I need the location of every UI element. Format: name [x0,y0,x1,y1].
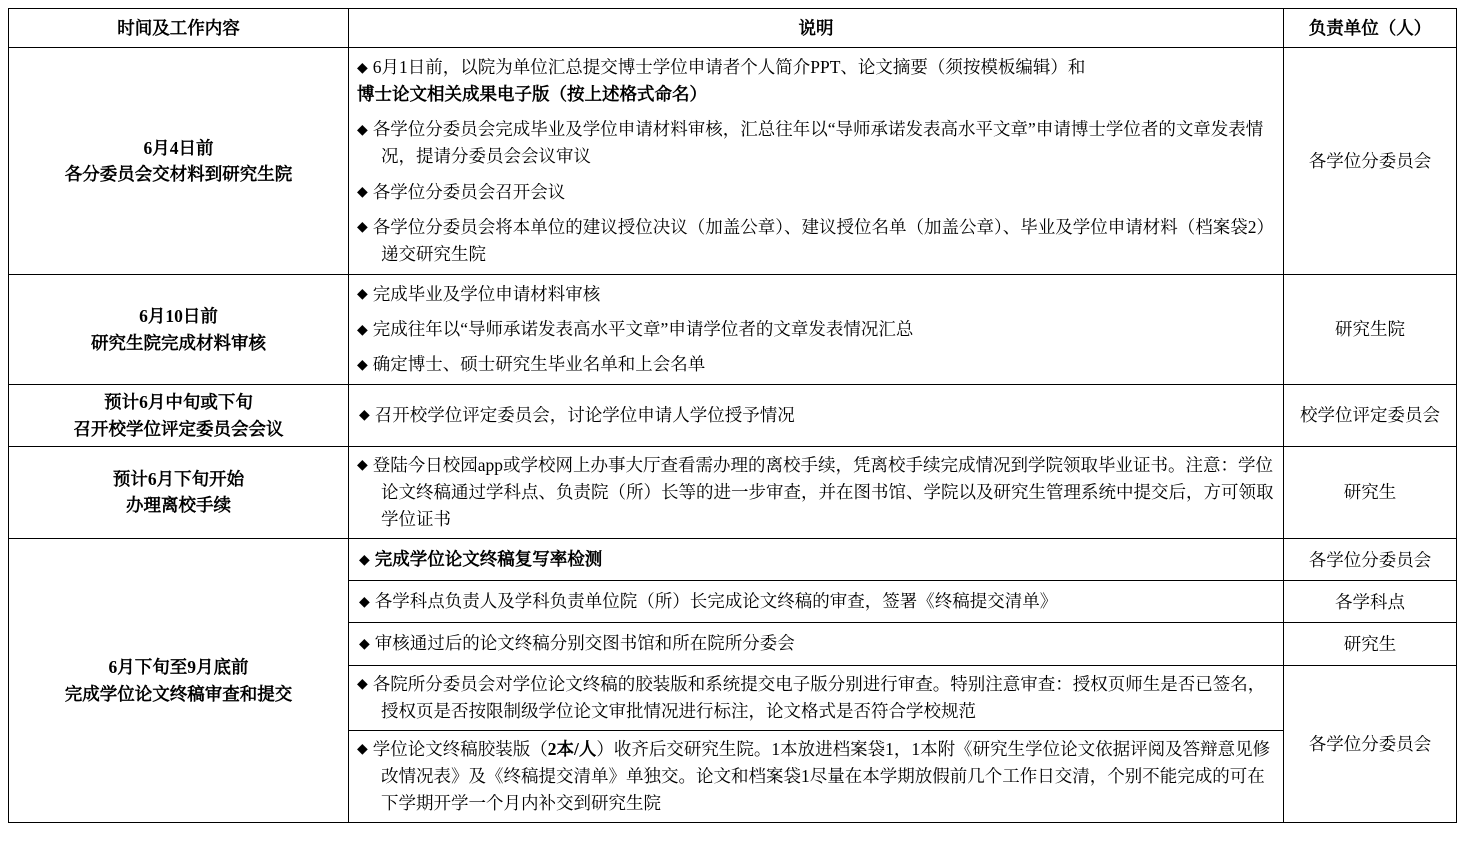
phase-line: 6月4日前 [143,137,214,158]
detail-text: 各院所分委员会对学位论文终稿的胶装版和系统提交电子版分别进行审查。特别注意审查：授权页师生是否已签名，授权页是否按限制级学位论文审批情况进行标注，论文格式是否符合学校规范 [372,673,1266,721]
diamond-bullet-icon: ◆ [357,677,368,692]
diamond-bullet-icon: ◆ [357,357,368,373]
detail-cell [349,581,1284,623]
owner-cell: 各学位分委员会 [1284,539,1457,581]
detail-text: 各学位分委员会完成毕业及学位申请材料审核，汇总往年以“导师承诺发表高水平文章”申请博士学位者的文章发表情况，提请分委员会会议审议 [372,119,1264,167]
detail-text: ）收齐后交研究生院。1本放进档案袋1，1本附《研究生学位论文依据评阅及答辩意见修改情况表》及《终稿提交清单》单独交。论文和档案袋1尽量在本学期放假前几个工作日交清，个别不能完成的可在下学期开学一个月内补交到研究生院 [381,738,1271,813]
phase-cell [9,446,349,538]
table-header [9,9,1457,48]
header-description: 说明 [349,9,1284,48]
detail-cell [349,730,1284,822]
table-row [9,446,1457,538]
table-header-row [9,9,1457,48]
phase-cell [9,385,349,447]
table-row [9,539,1457,581]
phase-cell [9,539,349,823]
diamond-bullet-icon: ◆ [357,220,368,236]
owner-cell: 各学位分委员会 [1284,665,1457,823]
detail-item [359,546,1273,573]
detail-cell [349,385,1284,447]
detail-text: 审核通过后的论文终稿分别交图书馆和所在院所分委会 [374,633,795,654]
diamond-bullet-icon: ◆ [359,636,370,652]
detail-item [357,54,1275,108]
diamond-bullet-icon: ◆ [359,552,370,568]
phase-line: 6月下旬至9月底前 [108,657,249,678]
table-row [9,48,1457,275]
graduation-schedule-table [8,8,1457,823]
owner-cell: 研究生 [1284,446,1457,538]
header-responsible-unit: 负责单位（人） [1284,9,1457,48]
detail-item [357,179,1275,206]
detail-item [357,736,1275,817]
detail-text: 各学科点负责人及学科负责单位院（所）长完成论文终稿的审查，签署《终稿提交清单》 [374,591,1058,612]
diamond-bullet-icon: ◆ [357,122,368,138]
detail-item [357,316,1275,343]
detail-text: 登陆今日校园app或学校网上办事大厅查看需办理的离校手续，凭离校手续完成情况到学院领取毕业证书。注意：学位论文终稿通过学科点、负责院（所）长等的进一步审查，并在图书馆、学院以及研究生管理系统中提交后，方可领取学位证书 [372,454,1274,529]
detail-text: 召开校学位评定委员会，讨论学位申请人学位授予情况 [374,404,795,425]
diamond-bullet-icon: ◆ [357,185,368,200]
phase-line: 研究生院完成材料审核 [91,332,266,353]
detail-item [359,630,1273,657]
diamond-bullet-icon: ◆ [357,458,368,474]
phase-line: 办理离校手续 [126,495,231,516]
detail-item [359,402,1273,429]
detail-cell [349,48,1284,275]
document-page [0,8,1466,856]
diamond-bullet-icon: ◆ [357,287,368,303]
phase-line: 各分委员会交材料到研究生院 [64,163,293,184]
detail-item [357,214,1275,268]
diamond-bullet-icon: ◆ [357,322,368,338]
owner-cell: 各学位分委员会 [1284,48,1457,275]
detail-text: 6月1日前，以院为单位汇总提交博士学位申请者个人简介PPT、论文摘要（须按模板编辑）和 [372,57,1086,77]
table-body [9,48,1457,823]
detail-item [357,116,1275,170]
detail-text: 完成毕业及学位申请材料审核 [372,283,601,304]
detail-cell [349,623,1284,665]
diamond-bullet-icon: ◆ [359,594,370,610]
detail-text: 各学位分委员会召开会议 [372,181,566,202]
detail-text: 各学位分委员会将本单位的建议授位决议（加盖公章）、建议授位名单（加盖公章）、毕业及学位申请材料（档案袋2）递交研究生院 [372,216,1275,264]
phase-line: 召开校学位评定委员会会议 [73,418,284,439]
detail-cell [349,446,1284,538]
detail-cell [349,274,1284,384]
detail-item [357,281,1275,308]
owner-cell: 校学位评定委员会 [1284,385,1457,447]
header-time-content: 时间及工作内容 [9,9,349,48]
owner-cell: 研究生院 [1284,274,1457,384]
detail-text-bold: 2本/人 [547,738,597,759]
detail-item [357,351,1275,378]
detail-cell [349,665,1284,730]
detail-item [357,671,1275,725]
table-row [9,385,1457,447]
detail-text: 完成学位论文终稿复写率检测 [374,549,603,570]
detail-cell [349,539,1284,581]
diamond-bullet-icon: ◆ [359,408,370,424]
detail-text: 学位论文终稿胶装版（ [372,738,548,759]
phase-cell [9,48,349,275]
diamond-bullet-icon: ◆ [357,742,368,758]
detail-text-bold: 博士论文相关成果电子版（按上述格式命名） [357,84,707,105]
detail-text: 确定博士、硕士研究生毕业名单和上会名单 [372,354,706,375]
owner-cell: 研究生 [1284,623,1457,665]
detail-text: 完成往年以“导师承诺发表高水平文章”申请学位者的文章发表情况汇总 [372,319,914,339]
detail-item [359,588,1273,615]
phase-cell [9,274,349,384]
owner-cell: 各学科点 [1284,581,1457,623]
phase-line: 完成学位论文终稿审查和提交 [64,683,293,704]
table-row [9,274,1457,384]
phase-line: 6月10日前 [139,306,218,327]
phase-line: 预计6月中旬或下旬 [104,392,253,413]
phase-line: 预计6月下旬开始 [112,469,245,490]
detail-item [357,452,1275,533]
diamond-bullet-icon: ◆ [357,60,368,76]
